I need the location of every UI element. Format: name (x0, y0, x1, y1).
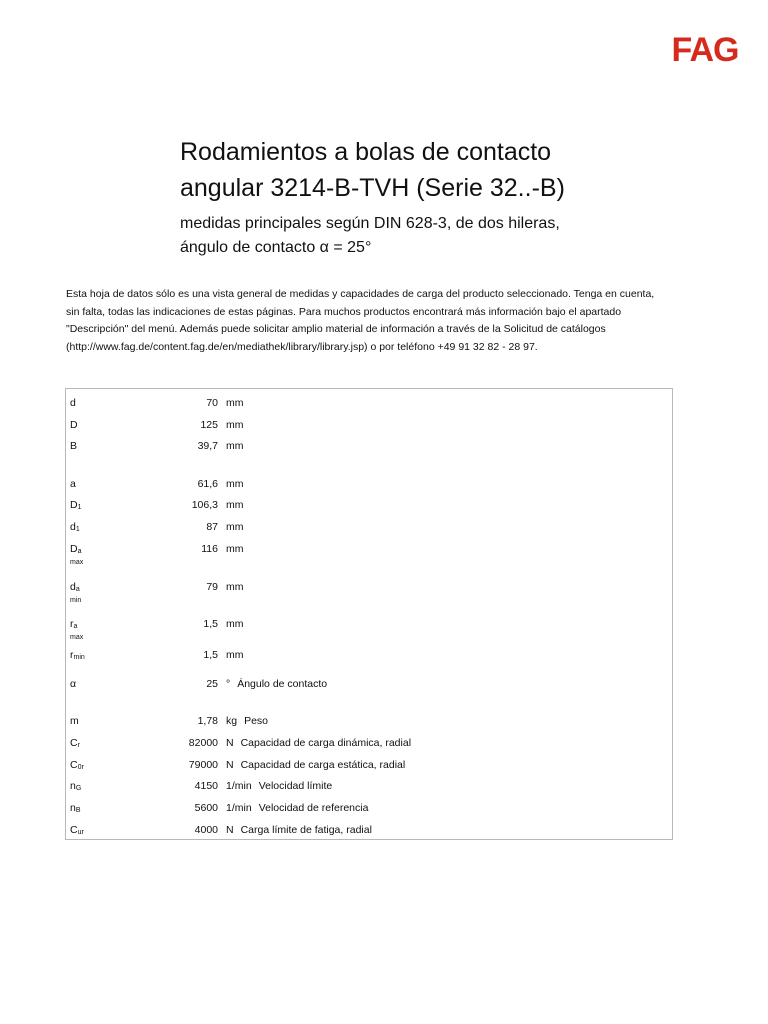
spec-unit: mm (226, 618, 244, 630)
spec-row (66, 676, 672, 692)
spec-value: 1,5 (203, 649, 218, 661)
fag-logo (662, 34, 748, 64)
spec-unit: mm (226, 419, 244, 431)
spec-symbol-subscript: G (75, 785, 82, 792)
spec-symbol: $D_a$ (70, 543, 82, 555)
spec-row (66, 735, 672, 751)
spec-value: 5600 (194, 802, 218, 814)
spec-symbol: D (70, 419, 78, 431)
spec-row (66, 757, 672, 773)
spec-value: 116 (201, 543, 218, 555)
spec-unit: mm (226, 649, 244, 661)
spec-unit: kg (226, 715, 238, 727)
spec-symbol: α (70, 678, 77, 690)
spec-value: 1,78 (197, 715, 218, 727)
spec-symbol: $r_{min}$ (70, 649, 85, 661)
spec-description: Peso (244, 715, 269, 727)
title-line-1: Rodamientos a bolas de contacto (180, 138, 552, 166)
spec-symbol-subscript: a (77, 548, 82, 555)
spec-symbol: a (70, 478, 76, 490)
spec-row (66, 800, 672, 816)
spec-unit: mm (226, 499, 244, 511)
intro-line-2: sin falta, todas las indicaciones de estas páginas. Para muchos productos encontrará más información bajo el apartado (66, 305, 622, 318)
spec-row (66, 713, 672, 729)
spec-unit: 1/min (226, 780, 252, 792)
spec-symbol: $d_1$ (70, 521, 80, 533)
spec-row (66, 647, 672, 663)
spec-row (66, 438, 672, 454)
spec-value: 82000 (188, 737, 218, 749)
subtitle-line-2: ángulo de contacto α = 25° (180, 239, 372, 256)
spec-symbol-qualifier: min (70, 597, 82, 604)
specification-table (65, 388, 673, 840)
spec-value: 4150 (194, 780, 218, 792)
spec-row (66, 497, 672, 513)
spec-description: Carga límite de fatiga, radial (240, 824, 372, 836)
spec-row (66, 579, 672, 604)
spec-row (66, 395, 672, 411)
spec-value: 61,6 (197, 478, 218, 490)
spec-unit: mm (226, 397, 244, 409)
spec-row (66, 541, 672, 566)
spec-symbol-subscript: ur (77, 829, 84, 836)
intro-line-3: "Descripción" del menú. Además puede solicitar amplio material de información a través de la Solicitud de catálogos (66, 323, 606, 335)
spec-symbol: $C_{0r}$ (70, 759, 84, 771)
spec-symbol: $C_{ur}$ (70, 824, 84, 836)
spec-unit: N (226, 737, 234, 749)
spec-row (66, 616, 672, 641)
spec-value: 79000 (188, 759, 218, 771)
spec-value: 125 (200, 419, 218, 431)
spec-row (66, 822, 672, 838)
spec-symbol-subscript: a (75, 586, 80, 593)
spec-symbol-subscript: min (73, 654, 85, 661)
spec-row (66, 778, 672, 794)
spec-symbol: $D_1$ (70, 499, 82, 511)
spec-symbol: $C_r$ (70, 737, 80, 749)
spec-row (66, 476, 672, 492)
spec-symbol-subscript: 0r (77, 764, 84, 771)
page-subtitle (180, 212, 740, 260)
spec-symbol: $d_a$ (70, 581, 80, 593)
spec-symbol: B (70, 440, 78, 452)
spec-description: Capacidad de carga estática, radial (240, 759, 406, 771)
spec-unit: mm (226, 581, 244, 593)
spec-value: 70 (206, 397, 218, 409)
spec-value: 25 (206, 678, 218, 690)
fag-logo-text: FAG (671, 34, 739, 64)
spec-unit: N (226, 759, 234, 771)
spec-symbol-qualifier: max (70, 559, 84, 566)
spec-value: 106,3 (191, 499, 218, 511)
spec-symbol-subscript: a (73, 623, 78, 630)
spec-symbol: $n_G$ (70, 780, 82, 792)
subtitle-line-1: medidas principales según DIN 628-3, de dos hileras, (180, 215, 560, 232)
page-title (180, 134, 740, 206)
spec-symbol: $n_B$ (70, 802, 81, 814)
spec-unit: mm (226, 440, 244, 452)
spec-unit: N (226, 824, 234, 836)
spec-symbol-subscript: r (77, 742, 80, 749)
spec-value: 79 (206, 581, 218, 593)
spec-value: 39,7 (197, 440, 218, 452)
spec-unit: mm (226, 543, 244, 555)
spec-unit: mm (226, 478, 244, 490)
spec-unit: ° (226, 678, 231, 690)
spec-unit: mm (226, 521, 244, 533)
spec-symbol: m (70, 715, 79, 727)
spec-row (66, 417, 672, 433)
intro-line-4: (http://www.fag.de/content.fag.de/en/mediathek/library/library.jsp) o por teléfono +49 91 32 82 - 28 97. (66, 340, 538, 353)
title-line-2: angular 3214-B-TVH (Serie 32..-B) (180, 174, 565, 202)
spec-unit: 1/min (226, 802, 252, 814)
spec-symbol: $r_a$ (70, 618, 78, 630)
spec-value: 1,5 (203, 618, 218, 630)
intro-line-1: Esta hoja de datos sólo es una vista general de medidas y capacidades de carga del producto seleccionado. Tenga en cuenta, (66, 288, 655, 300)
spec-value: 4000 (194, 824, 218, 836)
spec-description: Ángulo de contacto (237, 678, 328, 690)
spec-description: Velocidad de referencia (258, 802, 369, 814)
spec-description: Velocidad límite (258, 780, 333, 792)
spec-value: 87 (206, 521, 218, 533)
spec-symbol-subscript: B (75, 807, 81, 814)
spec-symbol: d (70, 397, 76, 409)
spec-symbol-subscript: 1 (77, 504, 82, 511)
spec-description: Capacidad de carga dinámica, radial (240, 737, 412, 749)
spec-symbol-subscript: 1 (75, 526, 80, 533)
intro-paragraph (66, 286, 686, 356)
spec-row (66, 519, 672, 535)
spec-symbol-qualifier: max (70, 634, 84, 641)
